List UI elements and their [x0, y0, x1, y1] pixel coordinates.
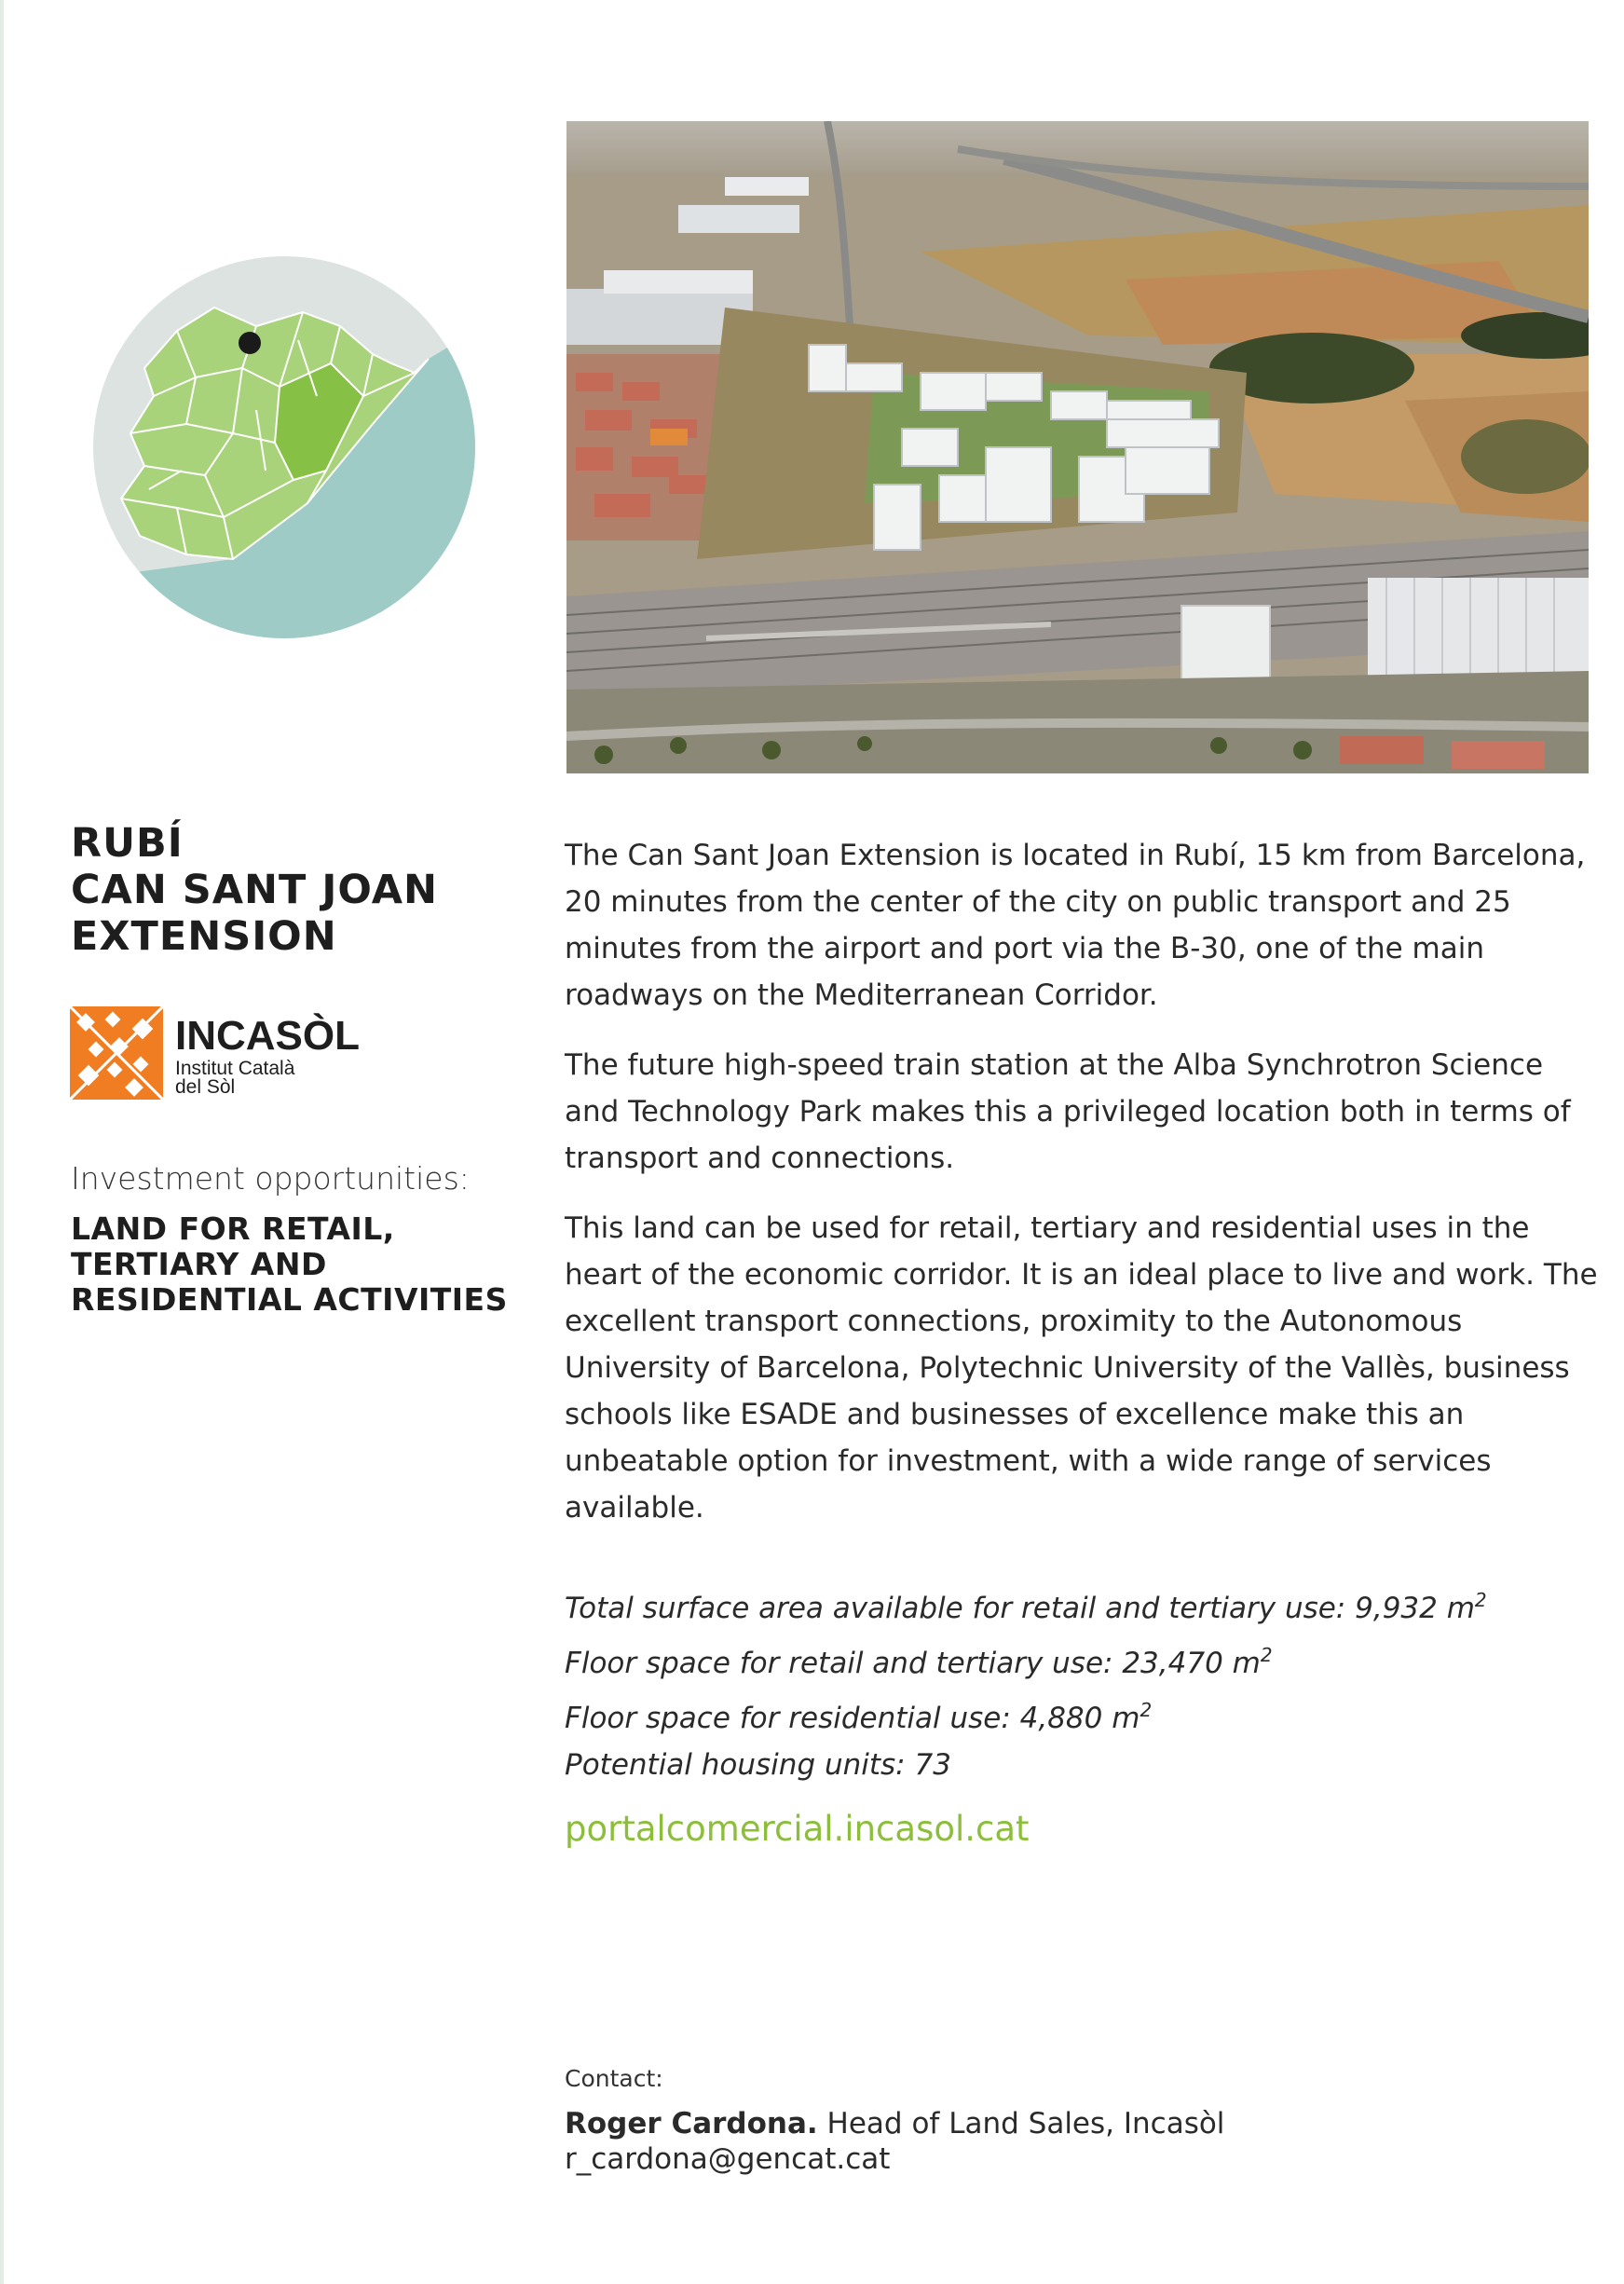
contact-name: Roger Cardona.: [565, 2107, 818, 2140]
contact-email[interactable]: r_cardona@gencat.cat: [565, 2142, 891, 2176]
location-marker: [239, 332, 261, 354]
spec-unit-exponent: 2: [1474, 1589, 1487, 1611]
contact-person: [565, 2106, 1224, 2141]
aerial-photo-graphic: [566, 121, 1589, 773]
body-paragraph: The future high-speed train station at the Alba Synchrotron Science and Technology Park makes this a privileged location both in terms of transport and connections.: [565, 1048, 1571, 1175]
spec-unit-exponent: 2: [1260, 1644, 1273, 1666]
logo-name: INCASÒL: [175, 1013, 360, 1059]
investment-title-line: RESIDENTIAL ACTIVITIES: [71, 1281, 508, 1318]
title-line: RUBÍ: [71, 820, 184, 867]
body-text: [565, 832, 1599, 1554]
spec-text: Floor space for residential use: 4,880 m: [565, 1702, 1140, 1735]
website-link[interactable]: portalcomercial.incasol.cat: [565, 1809, 1030, 1849]
investment-title-line: TERTIARY AND: [71, 1246, 327, 1282]
locator-map: [93, 256, 475, 638]
spec-retail-floor: [565, 1632, 1590, 1687]
incasol-logo-icon: [70, 1006, 163, 1100]
logo-subtitle: [175, 1060, 294, 1097]
contact-role: Head of Land Sales, Incasòl: [826, 2107, 1225, 2140]
investment-title: [71, 1211, 509, 1318]
contact-label: Contact:: [565, 2065, 663, 2092]
page-edge-line: [0, 0, 4, 2284]
logo-subtitle-line: Institut Català: [175, 1058, 295, 1079]
aerial-photo: [566, 121, 1589, 773]
spec-retail-surface: [565, 1577, 1590, 1632]
title-line: EXTENSION: [71, 913, 337, 960]
locator-map-graphic: [93, 256, 475, 638]
logo-subtitle-line: del Sòl: [175, 1076, 236, 1098]
spec-housing-units: [565, 1742, 1590, 1788]
contact-block: [565, 2106, 1224, 2177]
spec-text: Floor space for retail and tertiary use: 23,470 m: [565, 1647, 1261, 1680]
body-paragraph: This land can be used for retail, tertiary and residential uses in the heart of the economic corridor. It is an ideal place to live and work. The excellent transport connections, proximity to the Autonomous University of Barcelona, Polytechnic University of the Vallès, business schools like ESADE and businesses of excellence make this an unbeatable option for investment, with a wide range of services available.: [565, 1211, 1598, 1525]
spec-text: Total surface area available for retail and tertiary use: 9,932 m: [565, 1592, 1475, 1625]
page-title: [71, 820, 509, 960]
body-paragraph: The Can Sant Joan Extension is located in Rubí, 15 km from Barcelona, 20 minutes from the center of the city on public transport and 25 minutes from the airport and port via the B-30, one of the main roadways on the Mediterranean Corridor.: [565, 839, 1586, 1012]
specs-list: [565, 1577, 1590, 1788]
spec-unit-exponent: 2: [1140, 1699, 1153, 1721]
investment-title-line: LAND FOR RETAIL,: [71, 1210, 395, 1247]
spec-residential-floor: [565, 1687, 1590, 1742]
title-line: CAN SANT JOAN: [71, 867, 438, 913]
spec-text: Potential housing units: 73: [565, 1748, 951, 1782]
investment-label: Investment opportunities:: [71, 1160, 470, 1197]
incasol-logo: [70, 1006, 405, 1100]
